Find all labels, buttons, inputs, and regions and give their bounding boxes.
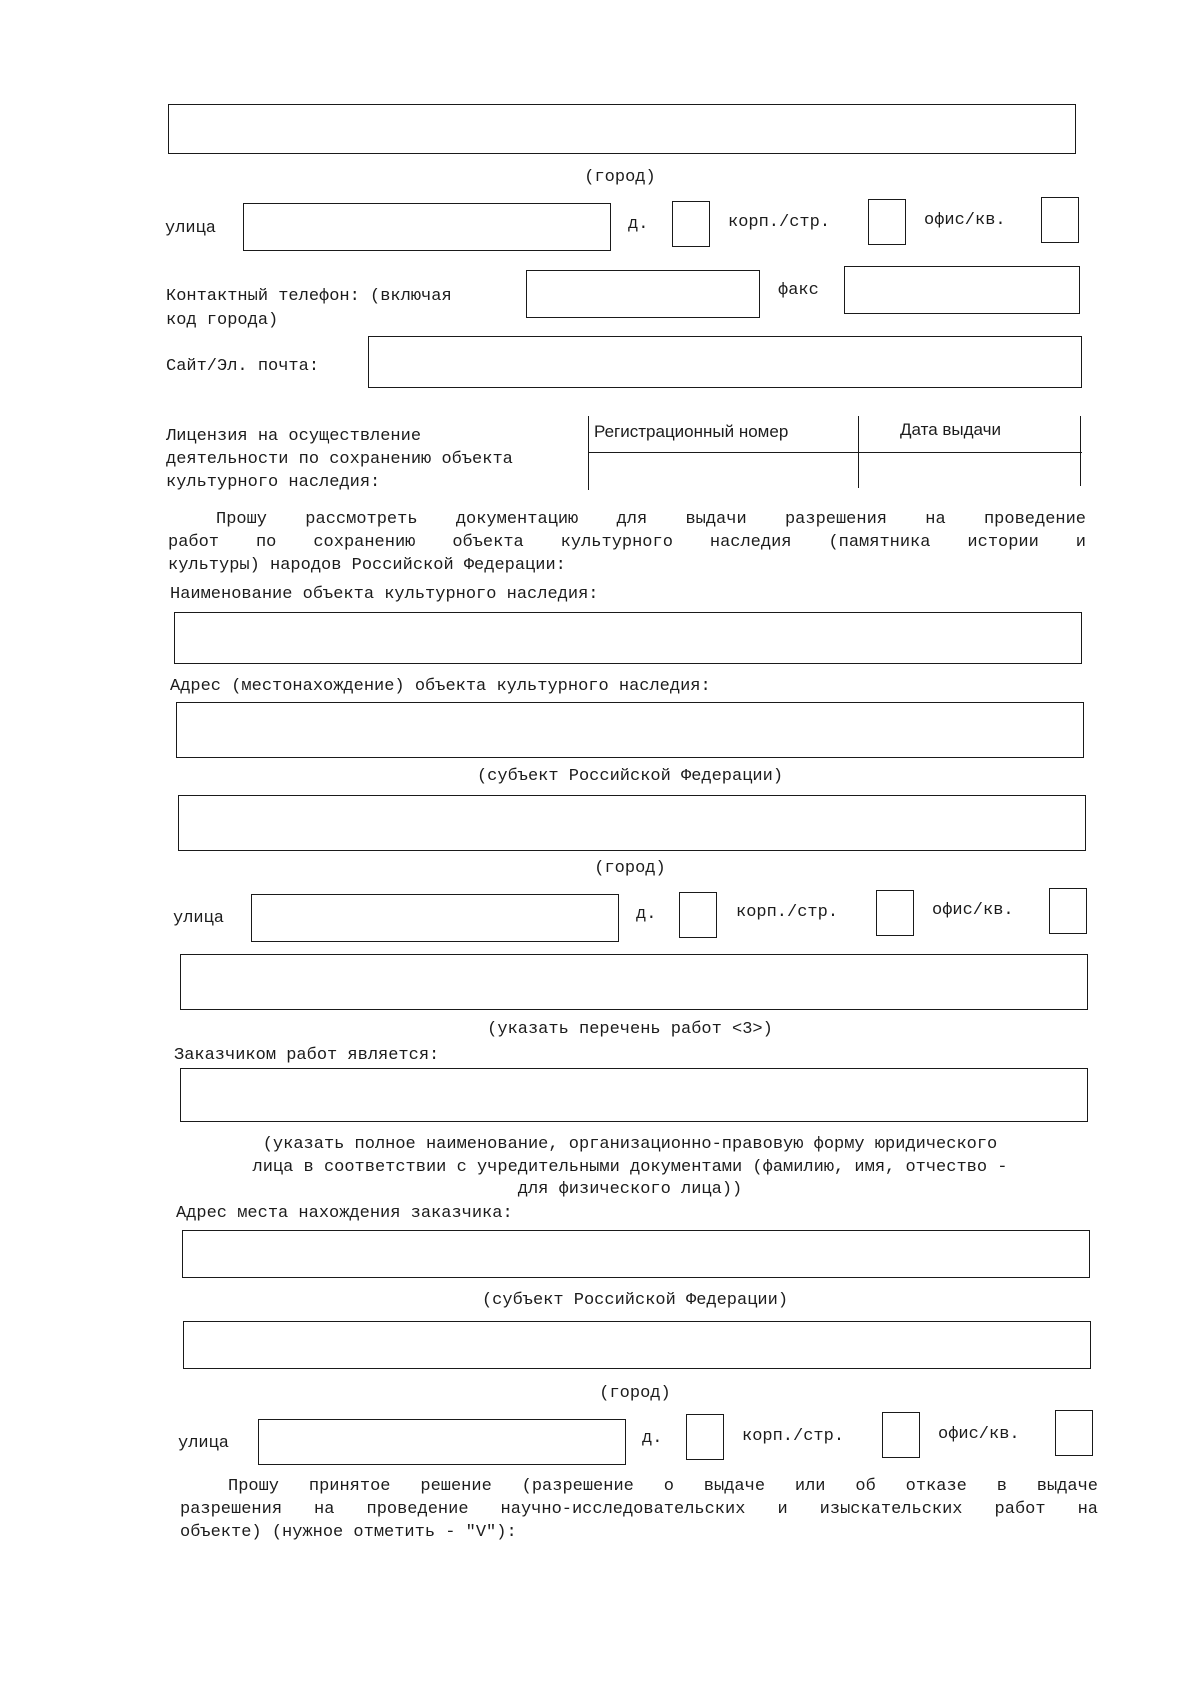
phone-label-line1: Контактный телефон: (включая <box>166 287 452 306</box>
customer-house-label: д. <box>642 1429 663 1448</box>
object-name-field[interactable] <box>174 612 1082 664</box>
phone-label-line2: код города) <box>166 311 279 330</box>
object-office-field[interactable] <box>1049 888 1087 934</box>
customer-hint-line-1: (указать полное наименование, организационно-правовую форму юридического <box>262 1135 998 1154</box>
object-subject-caption: (субъект Российской Федерации) <box>476 767 784 786</box>
customer-street-field[interactable] <box>258 1419 626 1465</box>
applicant-house-field[interactable] <box>672 201 710 247</box>
object-subject-field[interactable] <box>176 702 1084 758</box>
customer-office-field[interactable] <box>1055 1410 1093 1456</box>
object-house-label: д. <box>636 905 657 924</box>
object-building-field[interactable] <box>876 890 914 936</box>
object-street-label: улица <box>173 909 225 928</box>
customer-street-label: улица <box>178 1434 230 1453</box>
object-city-caption: (город) <box>594 859 666 878</box>
applicant-house-label: д. <box>628 215 649 234</box>
object-city-field[interactable] <box>178 795 1086 851</box>
request-paragraph <box>168 508 1086 577</box>
decision-paragraph <box>180 1475 1098 1544</box>
fax-field[interactable] <box>844 266 1080 314</box>
site-email-field[interactable] <box>368 336 1082 388</box>
customer-address-label: Адрес места нахождения заказчика: <box>176 1204 513 1223</box>
request-line-2: работ по сохранению объекта культурного наследия (памятника истории и <box>168 533 1086 552</box>
license-label-line3: культурного наследия: <box>166 473 381 492</box>
decision-line-3: объекте) (нужное отметить - "V"): <box>180 1523 517 1542</box>
works-list-field[interactable] <box>180 954 1088 1010</box>
customer-subject-caption: (субъект Российской Федерации) <box>481 1291 789 1310</box>
applicant-street-field[interactable] <box>243 203 611 251</box>
fax-label: факс <box>778 281 819 300</box>
object-building-label: корп./стр. <box>736 903 839 922</box>
applicant-office-field[interactable] <box>1041 197 1079 243</box>
request-line-3: культуры) народов Российской Федерации: <box>168 556 566 575</box>
customer-hint-line-2: лица в соответствии с учредительными документами (фамилию, имя, отчество - <box>252 1158 1008 1177</box>
applicant-city-caption: (город) <box>584 168 656 187</box>
object-street-field[interactable] <box>251 894 619 942</box>
reg-number-header: Регистрационный номер <box>594 422 789 441</box>
license-table-header-rule <box>588 452 1082 453</box>
issue-date-field[interactable] <box>860 454 1078 486</box>
issue-date-header: Дата выдачи <box>900 420 1001 439</box>
customer-subject-field[interactable] <box>182 1230 1090 1278</box>
site-email-label: Сайт/Эл. почта: <box>166 357 320 376</box>
license-table-border-left <box>588 416 589 490</box>
customer-house-field[interactable] <box>686 1414 724 1460</box>
object-office-label: офис/кв. <box>932 901 1014 920</box>
applicant-street-label: улица <box>165 219 217 238</box>
decision-line-1: Прошу принятое решение (разрешение о выдаче или об отказе в выдаче <box>228 1477 1098 1496</box>
reg-number-field[interactable] <box>590 454 856 488</box>
customer-city-caption: (город) <box>599 1384 671 1403</box>
license-label-line1: Лицензия на осуществление <box>166 427 422 446</box>
request-line-1: Прошу рассмотреть документацию для выдачи разрешения на проведение <box>216 510 1086 529</box>
customer-building-field[interactable] <box>882 1412 920 1458</box>
customer-name-field[interactable] <box>180 1068 1088 1122</box>
applicant-building-field[interactable] <box>868 199 906 245</box>
license-table-border-right <box>1080 416 1081 486</box>
object-house-field[interactable] <box>679 892 717 938</box>
customer-hint-line-3: для физического лица)) <box>517 1180 743 1199</box>
object-address-label: Адрес (местонахождение) объекта культурного наследия: <box>170 677 711 696</box>
decision-line-2: разрешения на проведение научно-исследовательских и изыскательских работ на <box>180 1500 1098 1519</box>
customer-office-label: офис/кв. <box>938 1425 1020 1444</box>
object-name-label: Наименование объекта культурного наследия: <box>170 585 599 604</box>
applicant-building-label: корп./стр. <box>728 213 831 232</box>
phone-field[interactable] <box>526 270 760 318</box>
customer-building-label: корп./стр. <box>742 1427 845 1446</box>
customer-city-field[interactable] <box>183 1321 1091 1369</box>
works-list-caption: (указать перечень работ <3>) <box>487 1020 773 1039</box>
license-label-line2: деятельности по сохранению объекта <box>166 450 513 469</box>
applicant-city-field[interactable] <box>168 104 1076 154</box>
applicant-office-label: офис/кв. <box>924 211 1006 230</box>
license-table <box>588 416 1082 490</box>
customer-label: Заказчиком работ является: <box>174 1046 440 1065</box>
